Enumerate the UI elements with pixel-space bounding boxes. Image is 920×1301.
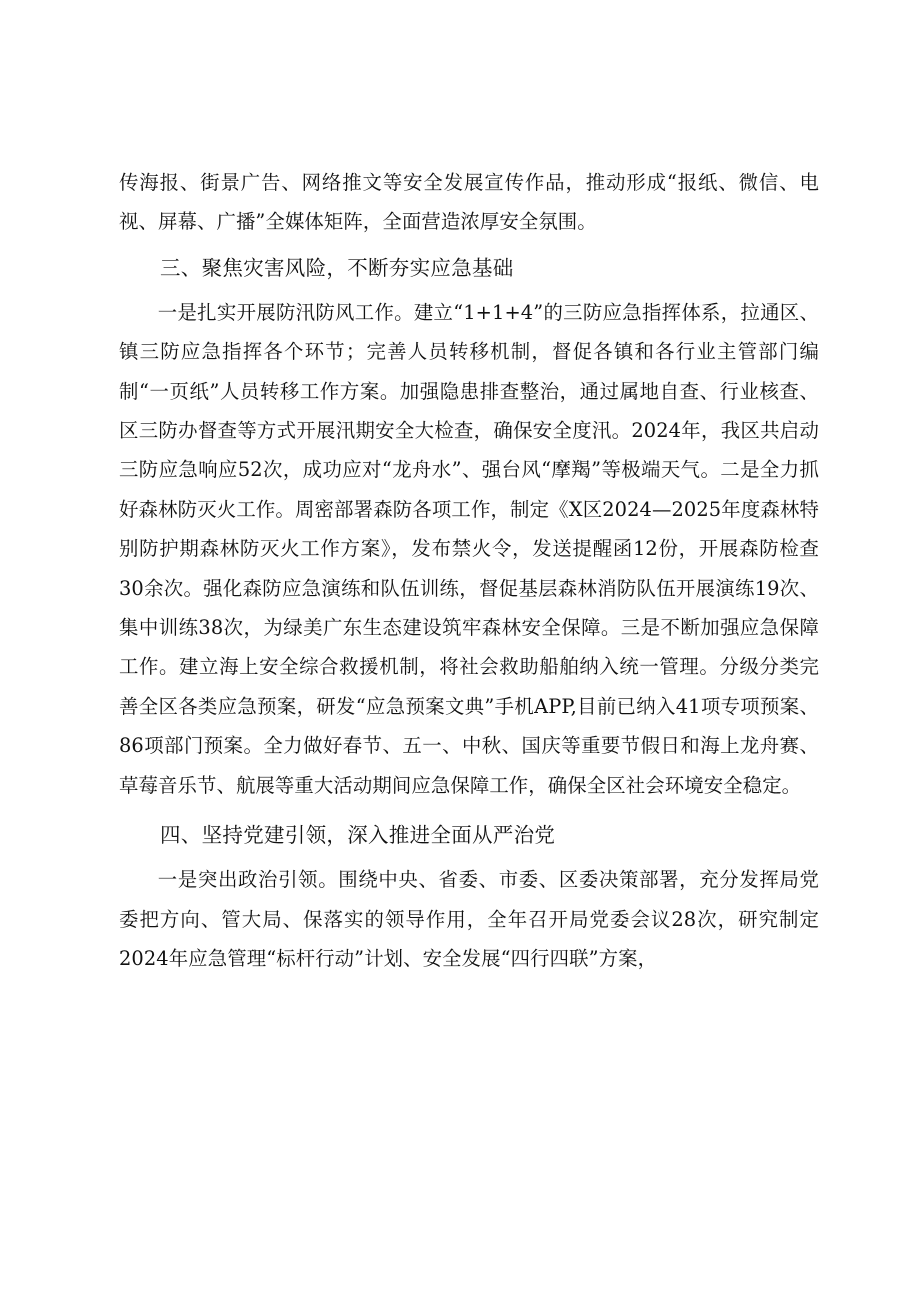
document-body (119, 163, 819, 978)
paragraph-disaster-risk: 一是扎实开展防汛防风工作。建立“1+1+4”的三防应急指挥体系，拉通区、镇三防应急指挥各个环节；完善人员转移机制，督促各镇和各行业主管部门编制“一页纸”人员转移工作方案。加强隐患排查整治，通过属地自查、行业核查、区三防办督查等方式开展汛期安全大检查，确保安全度汛。2024年，我区共启动三防应急响应52次，成功应对“龙舟水”、强台风“摩羯”等极端天气。二是全力抓好森林防灭火工作。周密部署森防各项工作，制定《X区2024—2025年度森林特别防护期森林防灭火工作方案》，发布禁火令，发送提醒函12份，开展森防检查30余次。强化森防应急演练和队伍训练，督促基层森林消防队伍开展演练19次、集中训练38次，为绿美广东生态建设筑牢森林安全保障。三是不断加强应急保障工作。建立海上安全综合救援机制，将社会救助船舶纳入统一管理。分级分类完善全区各类应急预案，研发“应急预案文典”手机APP,目前已纳入41项专项预案、86项部门预案。全力做好春节、五一、中秋、国庆等重要节假日和海上龙舟赛、草莓音乐节、航展等重大活动期间应急保障工作，确保全区社会环境安全稳定。 (119, 300, 819, 797)
section-heading-four: 四、坚持党建引领，深入推进全面从严治党 (160, 823, 556, 848)
paragraph-party-building: 一是突出政治引领。围绕中央、省委、市委、区委决策部署，充分发挥局党委把方向、管大局、保落实的领导作用，全年召开局党委会议28次，研究制定2024年应急管理“标杆行动”计划、安全发展“四行四联”方案， (119, 868, 819, 970)
section-heading-three: 三、聚焦灾害风险，不断夯实应急基础 (160, 255, 514, 280)
paragraph-publicity-continuation: 传海报、街景广告、网络推文等安全发展宣传作品，推动形成“报纸、微信、电视、屏幕、广播”全媒体矩阵，全面营造浓厚安全氛围。 (119, 171, 819, 234)
